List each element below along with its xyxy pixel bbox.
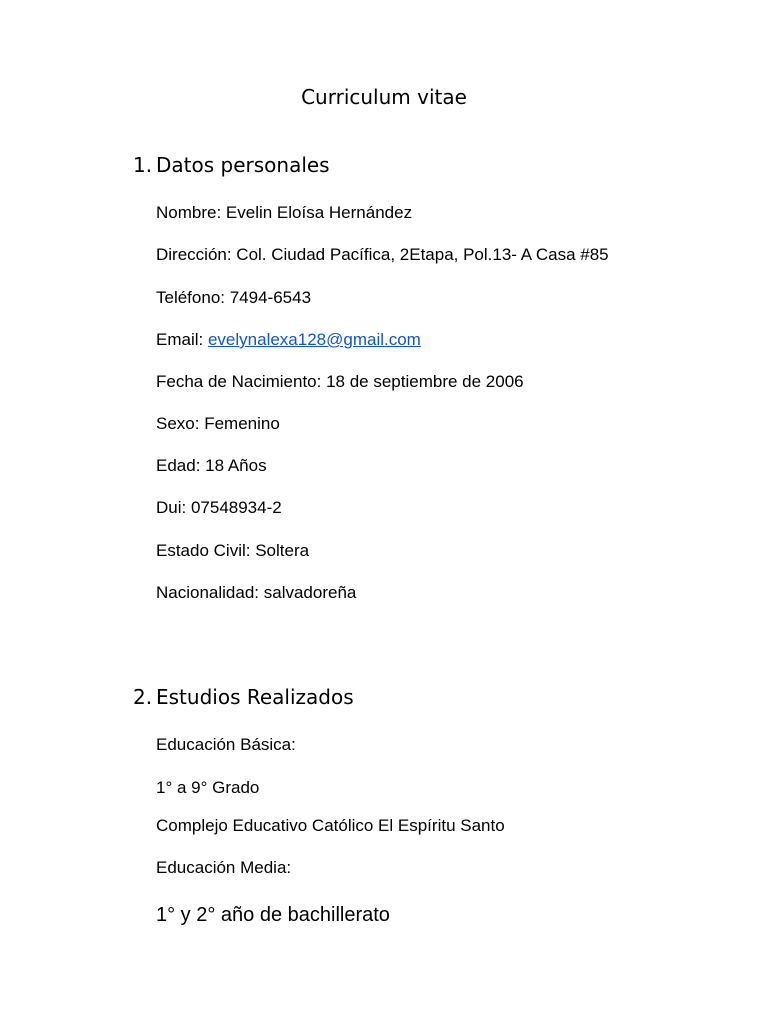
section-number: 2. <box>133 685 153 709</box>
document-title: Curriculum vitae <box>301 85 467 109</box>
field-edad: Edad: 18 Años <box>156 456 267 475</box>
field-sexo: Sexo: Femenino <box>156 414 280 433</box>
section-heading-estudios-realizados <box>133 684 354 710</box>
field-nombre: Nombre: Evelin Eloísa Hernández <box>156 203 413 222</box>
field-fecha-nacimiento: Fecha de Nacimiento: 18 de septiembre de 2006 <box>156 372 524 391</box>
field-telefono: Teléfono: 7494-6543 <box>156 288 312 307</box>
education-basic-school: Complejo Educativo Católico El Espíritu Santo <box>156 816 505 835</box>
education-media-label: Educación Media: <box>156 858 292 877</box>
field-estado-civil: Estado Civil: Soltera <box>156 541 310 560</box>
field-dui: Dui: 07548934-2 <box>156 498 282 517</box>
email-link[interactable]: evelynalexa128@gmail.com <box>207 330 421 349</box>
education-basic-label: Educación Básica: <box>156 735 296 754</box>
field-direccion: Dirección: Col. Ciudad Pacífica, 2Etapa, Pol.13- A Casa #85 <box>156 245 609 264</box>
education-basic-grade: 1° a 9° Grado <box>156 778 260 797</box>
section-title: Datos personales <box>156 153 330 177</box>
education-media-grade: 1° y 2° año de bachillerato <box>156 904 390 926</box>
section-number: 1. <box>133 153 153 177</box>
field-nacionalidad: Nacionalidad: salvadoreña <box>156 583 357 602</box>
field-email <box>156 329 421 351</box>
section-title: Estudios Realizados <box>156 685 354 709</box>
field-email-label: Email: <box>156 330 208 349</box>
section-heading-datos-personales <box>133 152 330 178</box>
